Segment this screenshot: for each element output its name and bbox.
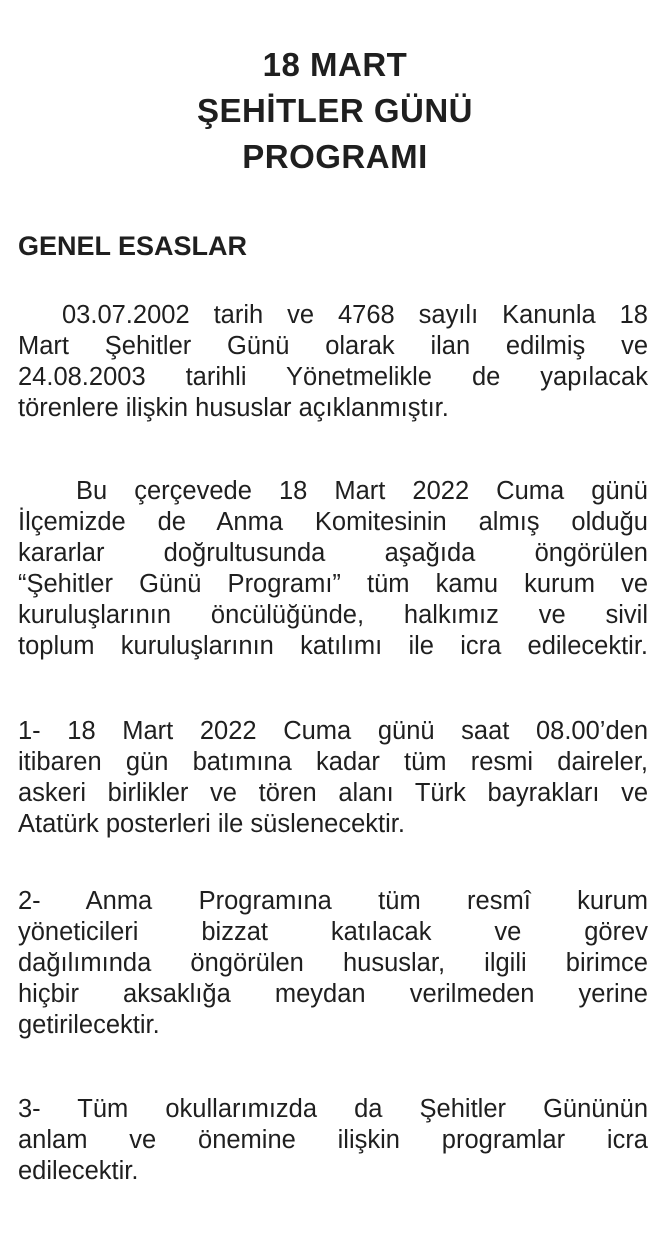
paragraph-line: İlçemizde de Anma Komitesinin almış olduğu — [18, 508, 648, 536]
paragraph-line: askeri birlikler ve tören alanı Türk bayrakları ve — [18, 779, 648, 807]
paragraph-item-2 — [18, 886, 648, 1041]
paragraph-line: “Şehitler Günü Programı” tüm kamu kurum ve — [18, 570, 648, 598]
paragraph-intro — [18, 300, 648, 424]
paragraph-line: 2- Anma Programına tüm resmî kurum — [18, 887, 648, 915]
paragraph-item-1 — [18, 716, 648, 840]
section-heading: GENEL ESASLAR — [18, 231, 248, 261]
paragraph-line: edilecektir. — [18, 1157, 139, 1185]
paragraph-line: yöneticileri bizzat katılacak ve görev — [18, 918, 648, 946]
paragraph-line: 1- 18 Mart 2022 Cuma günü saat 08.00’den — [18, 717, 648, 745]
title-line-3: PROGRAMI — [242, 138, 428, 175]
paragraph-line: hiçbir aksaklığa meydan verilmeden yerine — [18, 980, 648, 1008]
page-title — [0, 42, 670, 180]
paragraph-line: törenlere ilişkin hususlar açıklanmıştır. — [18, 394, 449, 422]
paragraph-line: anlam ve önemine ilişkin programlar icra — [18, 1126, 648, 1154]
paragraph-line: kuruluşlarının öncülüğünde, halkımız ve sivil — [18, 601, 648, 629]
paragraph-item-3 — [18, 1094, 648, 1187]
paragraph-line: 3- Tüm okullarımızda da Şehitler Gününün — [18, 1095, 648, 1123]
paragraph-line: Mart Şehitler Günü olarak ilan edilmiş ve — [18, 332, 648, 360]
paragraph-line: kararlar doğrultusunda aşağıda öngörülen — [18, 539, 648, 567]
paragraph-framework — [18, 476, 648, 662]
paragraph-line: itibaren gün batımına kadar tüm resmi daireler, — [18, 748, 648, 776]
title-line-2: ŞEHİTLER GÜNÜ — [196, 92, 473, 129]
paragraph-line: Atatürk posterleri ile süslenecektir. — [18, 810, 405, 838]
paragraph-line: 24.08.2003 tarihli Yönetmelikle de yapılacak — [18, 363, 648, 391]
paragraph-line: dağılımında öngörülen hususlar, ilgili birimce — [18, 949, 648, 977]
title-line-1: 18 MART — [262, 46, 408, 83]
paragraph-line: getirilecektir. — [18, 1011, 160, 1039]
paragraph-line: Bu çerçevede 18 Mart 2022 Cuma günü — [76, 477, 648, 505]
paragraph-line: 03.07.2002 tarih ve 4768 sayılı Kanunla 18 — [62, 301, 648, 329]
paragraph-line: toplum kuruluşlarının katılımı ile icra edilecektir. — [18, 632, 648, 660]
